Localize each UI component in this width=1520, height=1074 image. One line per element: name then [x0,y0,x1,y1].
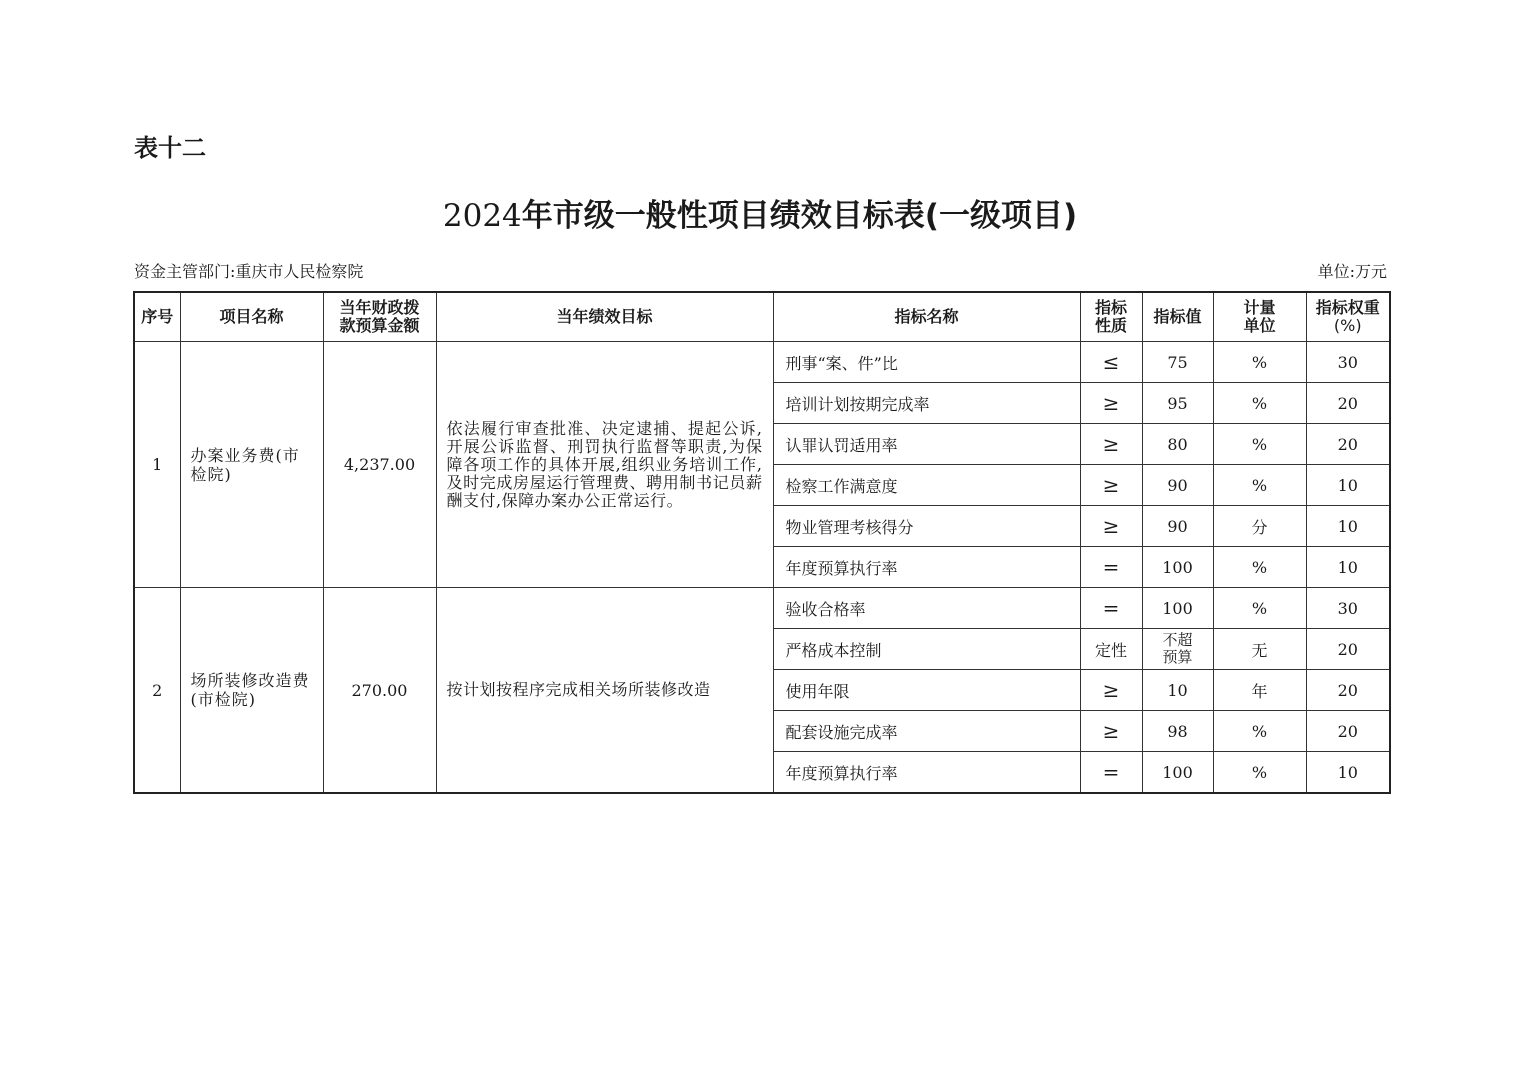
indicator-unit: % [1213,342,1306,383]
project-goal: 按计划按程序完成相关场所装修改造 [436,588,773,794]
indicator-weight: 20 [1306,424,1390,465]
indicator-unit: 无 [1213,629,1306,670]
indicator-value: 100 [1142,752,1213,794]
currency-unit: 单位:万元 [1317,262,1387,281]
title-text: 年市级一般性项目绩效目标表(一级项目) [521,198,1078,234]
header-row [134,292,1390,342]
indicator-nature: ≥ [1080,465,1142,506]
header-weight-line1: 指标权重 [1315,298,1380,317]
header-seq: 序号 [134,292,180,342]
project-name: 场所装修改造费(市检院) [180,588,323,794]
table-row [134,588,1390,629]
indicator-name: 物业管理考核得分 [773,506,1080,547]
indicator-unit: % [1213,588,1306,629]
project-goal: 依法履行审查批准、决定逮捕、提起公诉,开展公诉监督、刑罚执行监督等职责,为保障各项工作的具体开展,组织业务培训工作,及时完成房屋运行管理费、聘用制书记员薪酬支付,保障办案办公正常运行。 [436,342,773,588]
indicator-nature: ≤ [1080,342,1142,383]
indicator-nature: = [1080,752,1142,794]
indicator-nature: = [1080,547,1142,588]
header-nature [1080,292,1142,342]
indicator-unit: % [1213,752,1306,794]
indicator-name: 配套设施完成率 [773,711,1080,752]
header-unit [1213,292,1306,342]
indicator-weight: 20 [1306,383,1390,424]
indicator-weight: 20 [1306,670,1390,711]
indicator-name: 刑事“案、件”比 [773,342,1080,383]
indicator-unit: % [1213,383,1306,424]
indicator-name: 检察工作满意度 [773,465,1080,506]
indicator-value: 80 [1142,424,1213,465]
table-row [134,342,1390,383]
indicator-unit: % [1213,424,1306,465]
header-budget [323,292,436,342]
indicator-value: 10 [1142,670,1213,711]
header-nature-line1: 指标 [1094,298,1127,317]
table-number-label: 表十二 [134,134,206,162]
performance-table [133,291,1391,794]
header-budget-line1: 当年财政拨 [339,298,420,317]
indicator-nature: 定性 [1080,629,1142,670]
project-name: 办案业务费(市检院) [180,342,323,588]
indicator-value: 100 [1142,547,1213,588]
indicator-value: 75 [1142,342,1213,383]
indicator-name: 培训计划按期完成率 [773,383,1080,424]
header-nature-line2: 性质 [1094,316,1127,335]
indicator-unit: % [1213,711,1306,752]
header-unit-line2: 单位 [1243,316,1276,335]
header-value: 指标值 [1142,292,1213,342]
indicator-unit: 年 [1213,670,1306,711]
project-seq: 2 [134,588,180,794]
indicator-name: 使用年限 [773,670,1080,711]
indicator-nature: ≥ [1080,424,1142,465]
indicator-value: 98 [1142,711,1213,752]
indicator-weight: 10 [1306,547,1390,588]
header-unit-line1: 计量 [1243,298,1276,317]
indicator-name: 年度预算执行率 [773,752,1080,794]
indicator-weight: 30 [1306,342,1390,383]
indicator-weight: 20 [1306,629,1390,670]
project-seq: 1 [134,342,180,588]
header-weight [1306,292,1390,342]
indicator-nature: ≥ [1080,506,1142,547]
header-goal: 当年绩效目标 [436,292,773,342]
indicator-value: 90 [1142,465,1213,506]
header-weight-line2: (%) [1333,316,1362,335]
indicator-weight: 10 [1306,465,1390,506]
indicator-unit: % [1213,547,1306,588]
indicator-name: 严格成本控制 [773,629,1080,670]
funding-department: 资金主管部门:重庆市人民检察院 [134,262,364,281]
indicator-name: 年度预算执行率 [773,547,1080,588]
indicator-unit: 分 [1213,506,1306,547]
indicator-name: 验收合格率 [773,588,1080,629]
indicator-value: 不超预算 [1142,629,1213,670]
indicator-nature: ≥ [1080,383,1142,424]
indicator-nature: ≥ [1080,711,1142,752]
header-project-name: 项目名称 [180,292,323,342]
indicator-weight: 30 [1306,588,1390,629]
indicator-nature: ≥ [1080,670,1142,711]
indicator-name: 认罪认罚适用率 [773,424,1080,465]
indicator-weight: 10 [1306,752,1390,794]
header-indicator-name: 指标名称 [773,292,1080,342]
project-budget: 4,237.00 [323,342,436,588]
indicator-weight: 20 [1306,711,1390,752]
indicator-unit: % [1213,465,1306,506]
title-year: 2024 [442,198,522,234]
indicator-weight: 10 [1306,506,1390,547]
indicator-value: 100 [1142,588,1213,629]
project-budget: 270.00 [323,588,436,794]
page-title [0,190,1520,235]
indicator-nature: = [1080,588,1142,629]
indicator-value: 95 [1142,383,1213,424]
header-budget-line2: 款预算金额 [339,316,420,335]
indicator-value: 90 [1142,506,1213,547]
